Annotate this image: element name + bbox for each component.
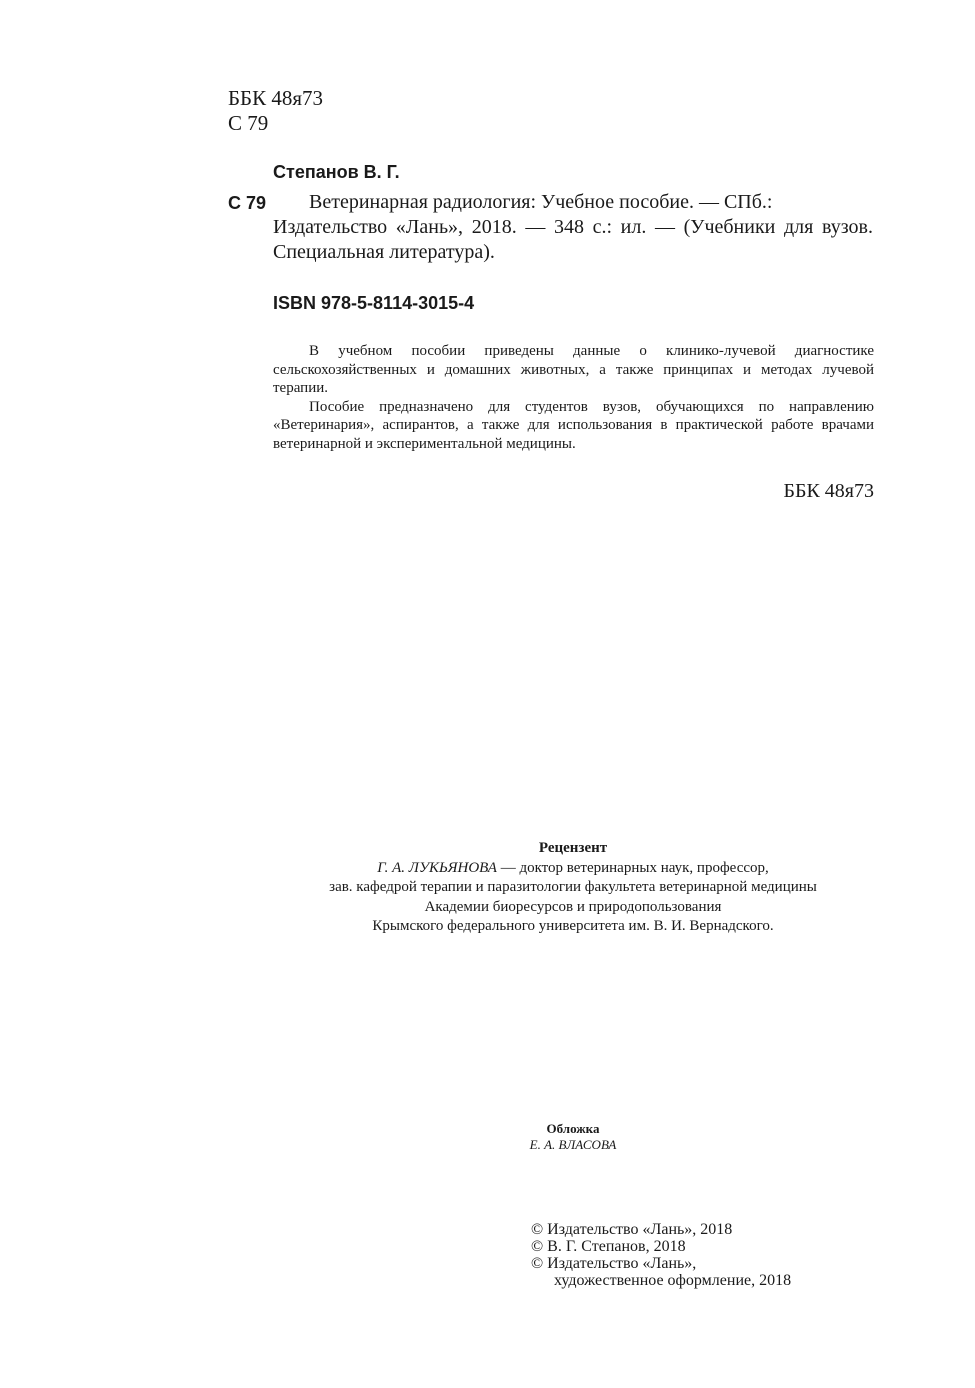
- reviewer-name: Г. А. ЛУКЬЯНОВА: [377, 859, 497, 876]
- isbn: ISBN 978-5-8114-3015-4: [273, 293, 475, 313]
- abstract-paragraph: Пособие предназначено для студентов вузов, обучающихся по направлению «Ветеринария», аспирантов, а также для использования в практической работе врачами ветеринарной и экспериментальной медицины.: [273, 398, 874, 452]
- reviewer-title: Рецензент: [538, 840, 608, 856]
- reviewer-line-3: Академии биоресурсов и природопользования: [424, 898, 722, 915]
- bbk-header: [228, 86, 323, 136]
- entry-code: С 79: [228, 193, 267, 213]
- cover-credit: [473, 1121, 673, 1153]
- reviewer-block: [272, 839, 874, 937]
- copyright-line: © Издательство «Лань», 2018: [531, 1221, 733, 1238]
- author-name: Степанов В. Г.: [273, 162, 400, 182]
- biblio-publisher-lines: Издательство «Лань», 2018. — 348 с.: ил. — (Учебники для вузов. Специальная литература).: [273, 216, 873, 263]
- abstract-paragraph: В учебном пособии приведены данные о клинико-лучевой диагностике сельскохозяйственных и домашних животных, а также принципах и методах лучевой терапии.: [273, 343, 874, 396]
- copyright-line: художественное оформление, 2018: [554, 1272, 792, 1289]
- cover-title: Обложка: [546, 1121, 600, 1136]
- bbk-classification: ББК 48я73: [783, 480, 874, 502]
- copyright-line: © В. Г. Степанов, 2018: [531, 1238, 686, 1255]
- bibliographic-description: [273, 190, 873, 265]
- reviewer-degree: — доктор ветеринарных наук, профессор,: [496, 859, 769, 876]
- biblio-title-line: Ветеринарная радиология: Учебное пособие. — СПб.:: [309, 191, 773, 213]
- bbk-code: ББК 48я73: [228, 86, 324, 110]
- reviewer-line-1: [272, 859, 874, 879]
- reviewer-line-2: зав. кафедрой терапии и паразитологии факультета ветеринарной медицины: [329, 879, 817, 895]
- author-mark: С 79: [228, 111, 269, 135]
- copyright-block: [531, 1221, 871, 1289]
- reviewer-line-4: Крымского федерального университета им. В. И. Вернадского.: [372, 918, 774, 934]
- copyright-line: © Издательство «Лань»,: [531, 1255, 697, 1272]
- cover-designer: Е. А. ВЛАСОВА: [529, 1137, 617, 1152]
- abstract: [273, 342, 874, 453]
